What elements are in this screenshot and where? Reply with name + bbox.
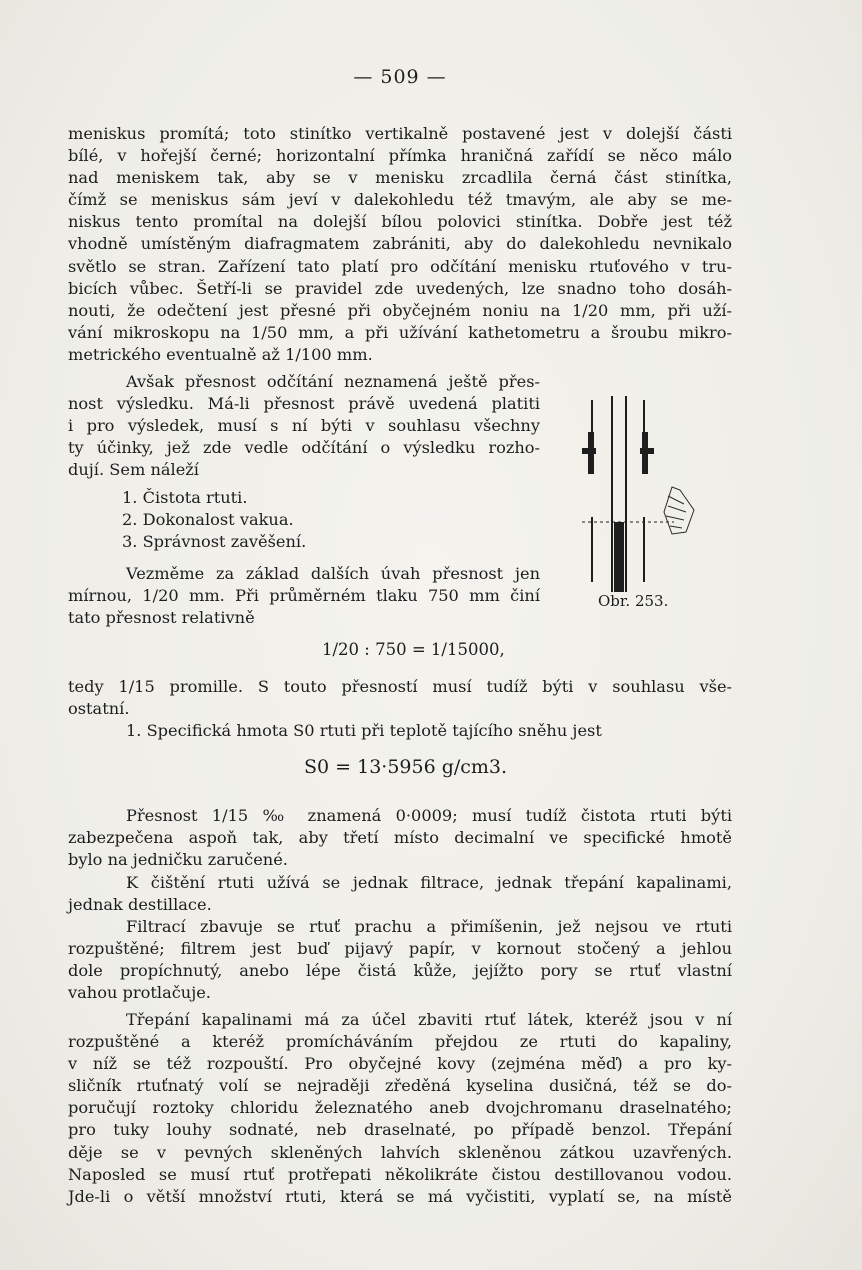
- text-line: jednak destillace.: [68, 895, 212, 915]
- text-line: Vezměme za základ dalších úvah přesnost jen: [126, 564, 540, 583]
- text-line: čímž se meniskus sám jeví v dalekohledu též tmavým, ale aby se me-: [68, 190, 732, 210]
- page-number: — 509 —: [353, 66, 447, 88]
- text-line: nost výsledku. Má-li přesnost právě uvedená platiti: [68, 394, 540, 414]
- text-line: světlo se stran. Zařízení tato platí pro odčítání menisku rtuťového v tru-: [68, 256, 732, 276]
- text-line: Avšak přesnost odčítání neznamená ještě přes-: [126, 372, 540, 391]
- text-line: Třepání kapalinami má za účel zbaviti rtuť látek, kteréž jsou v ní: [126, 1010, 732, 1029]
- paragraph-1: [68, 123, 732, 366]
- paragraph-2: [68, 371, 540, 481]
- text-line: dole propíchnutý, anebo lépe čistá kůže, jejížto pory se rtuť vlastní: [68, 961, 732, 981]
- text-line: 1. Specifická hmota S0 rtuti při teplotě tajícího sněhu jest: [126, 721, 602, 741]
- figure-253-apparatus: [568, 392, 718, 602]
- text-line: Jde-li o větší množství rtuti, která se má vyčistiti, vyplatí se, na místě: [68, 1186, 732, 1206]
- equation-2-text: S0 = 13·5956 g/cm3.: [304, 756, 508, 778]
- paragraph-7: [68, 916, 732, 1004]
- text-line: Naposled se musí rtuť protřepati několikráte čistou destillovanou vodou.: [68, 1164, 732, 1184]
- equation-2: [304, 756, 507, 778]
- text-line: bicích vůbec. Šetří-li se pravidel zde uvedených, lze snadno toho dosáh-: [68, 278, 732, 298]
- text-line: nouti, že odečtení jest přesné při obyčejném noniu na 1/20 mm, při uží-: [68, 300, 732, 320]
- figure-caption: Obr. 253.: [598, 592, 669, 610]
- paragraph-5: [68, 805, 732, 871]
- text-line: tato přesnost relativně: [68, 608, 255, 628]
- text-line: děje se v pevných skleněných lahvích skleněnou zátkou uzavřených.: [68, 1142, 732, 1162]
- list-item: 1. Čistota rtuti.: [122, 488, 248, 507]
- text-line: v níž se též rozpouští. Pro obyčejné kovy (zejména měď) a pro ky-: [68, 1054, 732, 1074]
- text-line: meniskus promítá; toto stinítko vertikalně postavené jest v dolejší části: [68, 124, 732, 143]
- text-line: mírnou, 1/20 mm. Při průměrném tlaku 750 mm činí: [68, 586, 540, 606]
- numbered-list: [122, 487, 306, 553]
- text-line: metrického eventualně až 1/100 mm.: [68, 344, 373, 364]
- text-line: poručují roztoky chloridu železnatého aneb dvojchromanu draselnatého;: [68, 1098, 732, 1118]
- text-line: zabezpečena aspoň tak, aby třetí místo decimalní ve specifické hmotě: [68, 828, 732, 848]
- equation-1: 1/20 : 750 = 1/15000,: [322, 640, 505, 659]
- text-line: vhodně umístěným diafragmatem zabrániti, aby do dalekohledu nevnikalo: [68, 234, 732, 254]
- text-line: ty účinky, jež zde vedle odčítání o výsledku rozho-: [68, 438, 540, 458]
- text-line: nad meniskem tak, aby se v menisku zrcadlila černá část stinítka,: [68, 168, 732, 188]
- list-item: 3. Správnost zavěšení.: [122, 532, 307, 552]
- text-line: niskus tento promítal na dolejší bílou polovici stinítka. Dobře jest též: [68, 212, 732, 232]
- text-line: rozpuštěné a kteréž promícháváním přejdou ze rtuti do kapaliny,: [68, 1032, 732, 1052]
- text-line: tedy 1/15 promille. S touto přesností musí tudíž býti v souhlasu vše-: [68, 677, 732, 696]
- text-line: Přesnost 1/15 ‰ znamená 0·0009; musí tudíž čistota rtuti býti: [126, 806, 732, 825]
- paragraph-3: [68, 563, 540, 629]
- text-line: rozpuštěné; filtrem jest buď pijavý papír, v kornout stočený a jehlou: [68, 939, 732, 959]
- text-line: bylo na jedničku zaručené.: [68, 850, 288, 870]
- text-line: dují. Sem náleží: [68, 460, 199, 480]
- paragraph-6: [68, 872, 732, 916]
- text-line: vahou protlačuje.: [68, 983, 211, 1003]
- text-line: bílé, v hořejší černé; horizontalní přímka hraničná zařídí se něco málo: [68, 146, 732, 166]
- text-line: i pro výsledek, musí s ní býti v souhlasu všechny: [68, 416, 540, 436]
- paragraph-8: [68, 1009, 732, 1208]
- paragraph-4: [68, 676, 732, 742]
- text-line: K čištění rtuti užívá se jednak filtrace, jednak třepání kapalinami,: [126, 873, 732, 892]
- text-line: pro tuky louhy sodnaté, neb draselnaté, po případě benzol. Třepání: [68, 1120, 732, 1140]
- text-line: vání mikroskopu na 1/50 mm, a při užívání kathetometru a šroubu mikro-: [68, 322, 732, 342]
- text-line: Filtrací zbavuje se rtuť prachu a přimíšenin, jež nejsou ve rtuti: [126, 917, 732, 936]
- text-line: ostatní.: [68, 699, 130, 719]
- list-item: 2. Dokonalost vakua.: [122, 510, 294, 530]
- text-line: sličník rtuťnatý volí se nejraději zředěná kyselina dusičná, též se do-: [68, 1076, 732, 1096]
